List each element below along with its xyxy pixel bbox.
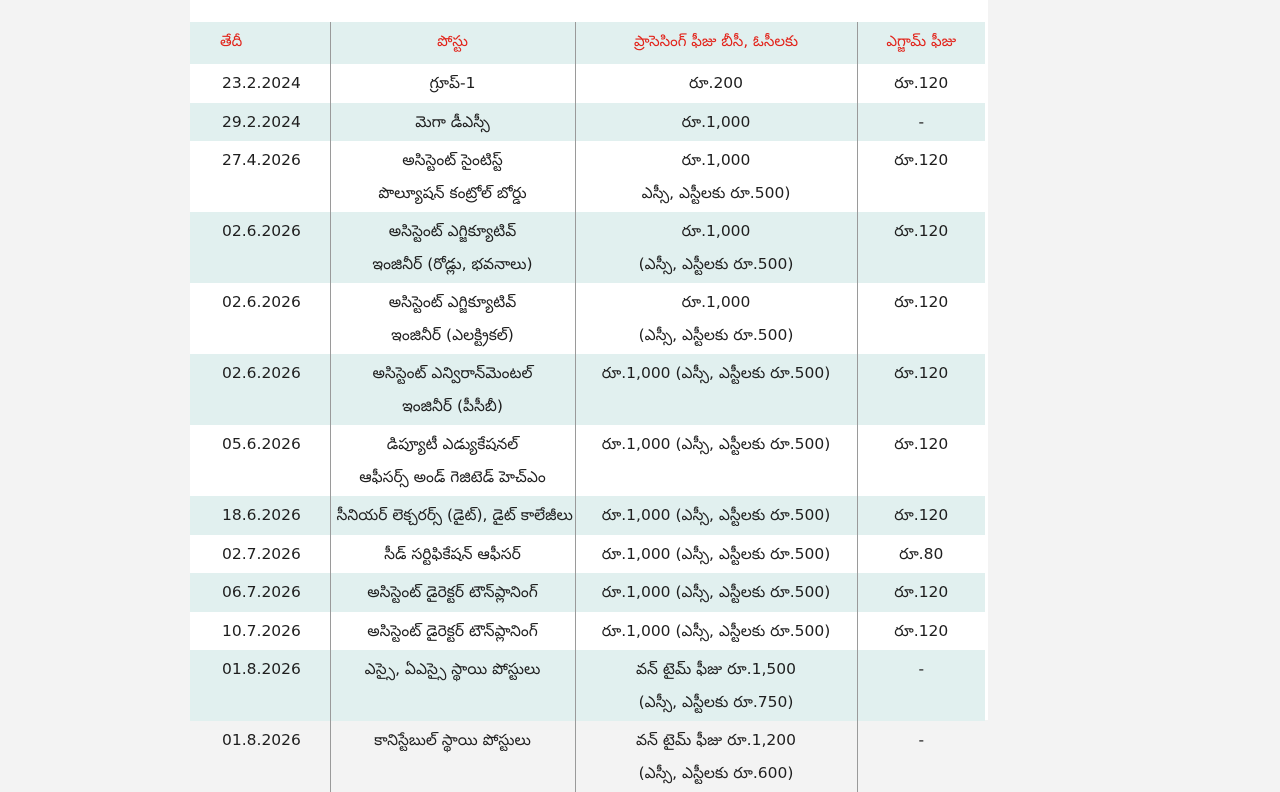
cell-exam-fee: - [857,721,985,792]
cell-post [330,573,575,612]
post-line: అసిస్టెంట్ ఎగ్జిక్యూటివ్ [388,222,517,240]
table-row [190,650,985,721]
cell-date: 02.6.2026 [190,354,330,425]
cell-exam-fee: రూ.120 [857,354,985,425]
cell-processing-fee [575,425,857,496]
post-line: ఇంజినీర్ (ఎలక్ట్రికల్) [391,325,514,344]
cell-date: 05.6.2026 [222,435,301,453]
processing-fee-line: వన్ టైమ్ ఫీజు రూ.1,200 [636,731,796,749]
table-row [190,354,985,425]
cell-post [330,103,575,142]
cell-date: 01.8.2026 [190,650,330,721]
cell-post [330,354,575,425]
cell-exam-fee: రూ.120 [857,141,985,212]
cell-post [330,141,575,212]
processing-fee-line: (ఎస్సీ, ఎస్టీలకు రూ.600) [638,763,794,782]
table-row [190,212,985,283]
processing-fee-line: రూ.200 [688,74,744,92]
cell-exam-fee: రూ.120 [857,612,985,651]
table-row [190,283,985,354]
post-line: సీడ్ సర్టిఫికేషన్ ఆఫీసర్ [384,544,521,563]
cell-processing-fee [575,283,857,354]
cell-exam-fee: రూ.120 [857,425,985,496]
post-line: ఎస్సై, ఏఎస్సై స్థాయి పోస్టులు [364,660,541,678]
cell-processing-fee [575,354,857,425]
processing-fee-line: రూ.1,000 [681,151,751,169]
cell-processing-fee [575,721,857,792]
table-row [190,425,985,496]
cell-date: 29.2.2024 [190,103,330,142]
cell-exam-fee: రూ.120 [857,283,985,354]
recruitment-fee-table [190,22,985,792]
cell-processing-fee [575,212,857,283]
post-line: అసిస్టెంట్ ఎగ్జిక్యూటివ్ [388,293,517,311]
post-line: అసిస్టెంట్ ఎన్విరాన్‌మెంటల్ [372,364,533,382]
post-line: ఇంజినీర్ (రోడ్లు, భవనాలు) [372,254,533,273]
cell-processing-fee [575,535,857,574]
cell-date: 23.2.2024 [222,74,301,92]
cell-exam-fee: రూ.120 [857,573,985,612]
header-processing-fee: ప్రాసెసింగ్ ఫీజు బీసీ, ఓసీలకు [575,22,857,64]
cell-processing-fee [575,64,857,103]
table-row [190,64,985,103]
cell-exam-fee: రూ.120 [857,64,985,103]
post-line: కానిస్టేబుల్ స్థాయి పోస్టులు [374,731,531,749]
cell-exam-fee: రూ.120 [857,496,985,535]
table-row [190,612,985,651]
processing-fee-line: రూ.1,000 (ఎస్సీ, ఎస్టీలకు రూ.500) [601,621,831,640]
cell-post [330,64,575,103]
cell-date: 06.7.2026 [190,573,330,612]
processing-fee-line: రూ.1,000 [681,293,751,311]
processing-fee-line: వన్ టైమ్ ఫీజు రూ.1,500 [636,660,796,678]
table-row [190,573,985,612]
post-line: అసిస్టెంట్ డైరెక్టర్ టౌన్‌ప్లానింగ్ [367,583,538,601]
processing-fee-line: రూ.1,000 (ఎస్సీ, ఎస్టీలకు రూ.500) [601,364,831,382]
cell-processing-fee [575,573,857,612]
cell-date: 02.6.2026 [222,293,301,311]
document-page [190,0,988,782]
post-line: ఆఫీసర్స్ అండ్ గెజిటెడ్ హెచ్ఎం [359,467,546,486]
processing-fee-line: రూ.1,000 (ఎస్సీ, ఎస్టీలకు రూ.500) [601,506,831,524]
cell-date: 01.8.2026 [222,731,301,749]
post-line: డిప్యూటీ ఎడ్యుకేషనల్ [386,435,519,453]
processing-fee-line: (ఎస్సీ, ఎస్టీలకు రూ.500) [638,254,794,273]
cell-post [330,496,575,535]
post-line: ఇంజినీర్ (పీసీబీ) [402,396,503,415]
cell-exam-fee: - [857,650,985,721]
cell-exam-fee: - [857,103,985,142]
processing-fee-line: (ఎస్సీ, ఎస్టీలకు రూ.500) [638,325,794,344]
processing-fee-line: రూ.1,000 (ఎస్సీ, ఎస్టీలకు రూ.500) [601,544,831,563]
cell-processing-fee [575,103,857,142]
table-row [190,535,985,574]
cell-post [330,535,575,574]
table-header-row [190,22,985,64]
header-exam-fee: ఎగ్జామ్ ఫీజు [857,22,985,64]
post-line: అసిస్టెంట్ డైరెక్టర్ టౌన్‌ప్లానింగ్ [367,621,538,640]
cell-post [330,721,575,792]
header-post: పోస్టు [330,22,575,64]
cell-post [330,283,575,354]
cell-date: 18.6.2026 [190,496,330,535]
processing-fee-line: రూ.1,000 [681,222,751,240]
cell-date: 02.7.2026 [222,544,301,563]
cell-date: 27.4.2026 [222,151,301,169]
cell-date: 10.7.2026 [222,621,301,640]
post-line: మెగా డీఎస్సీ [415,112,490,131]
cell-post [330,212,575,283]
cell-processing-fee [575,612,857,651]
cell-post [330,650,575,721]
processing-fee-line: రూ.1,000 [681,112,751,131]
cell-processing-fee [575,650,857,721]
post-line: సీనియర్ లెక్చరర్స్ (డైట్), డైట్ కాలేజీలు [336,506,573,524]
post-line: అసిస్టెంట్ సైంటిస్ట్ [402,151,503,169]
cell-processing-fee [575,496,857,535]
table-body [190,64,985,792]
table-row [190,103,985,142]
cell-post [330,612,575,651]
table-row [190,141,985,212]
processing-fee-line: రూ.1,000 (ఎస్సీ, ఎస్టీలకు రూ.500) [601,435,831,453]
table-row [190,496,985,535]
cell-post [330,425,575,496]
post-line: గ్రూప్-1 [429,74,476,92]
processing-fee-line: రూ.1,000 (ఎస్సీ, ఎస్టీలకు రూ.500) [601,583,831,601]
processing-fee-line: ఎస్సీ, ఎస్టీలకు రూ.500) [641,183,791,202]
cell-date: 02.6.2026 [190,212,330,283]
header-date: తేదీ [190,22,330,64]
processing-fee-line: (ఎస్సీ, ఎస్టీలకు రూ.750) [638,692,794,711]
cell-exam-fee: రూ.120 [857,212,985,283]
cell-exam-fee: రూ.80 [857,535,985,574]
cell-processing-fee [575,141,857,212]
post-line: పొల్యూషన్ కంట్రోల్ బోర్డు [378,183,527,202]
table-row [190,721,985,792]
